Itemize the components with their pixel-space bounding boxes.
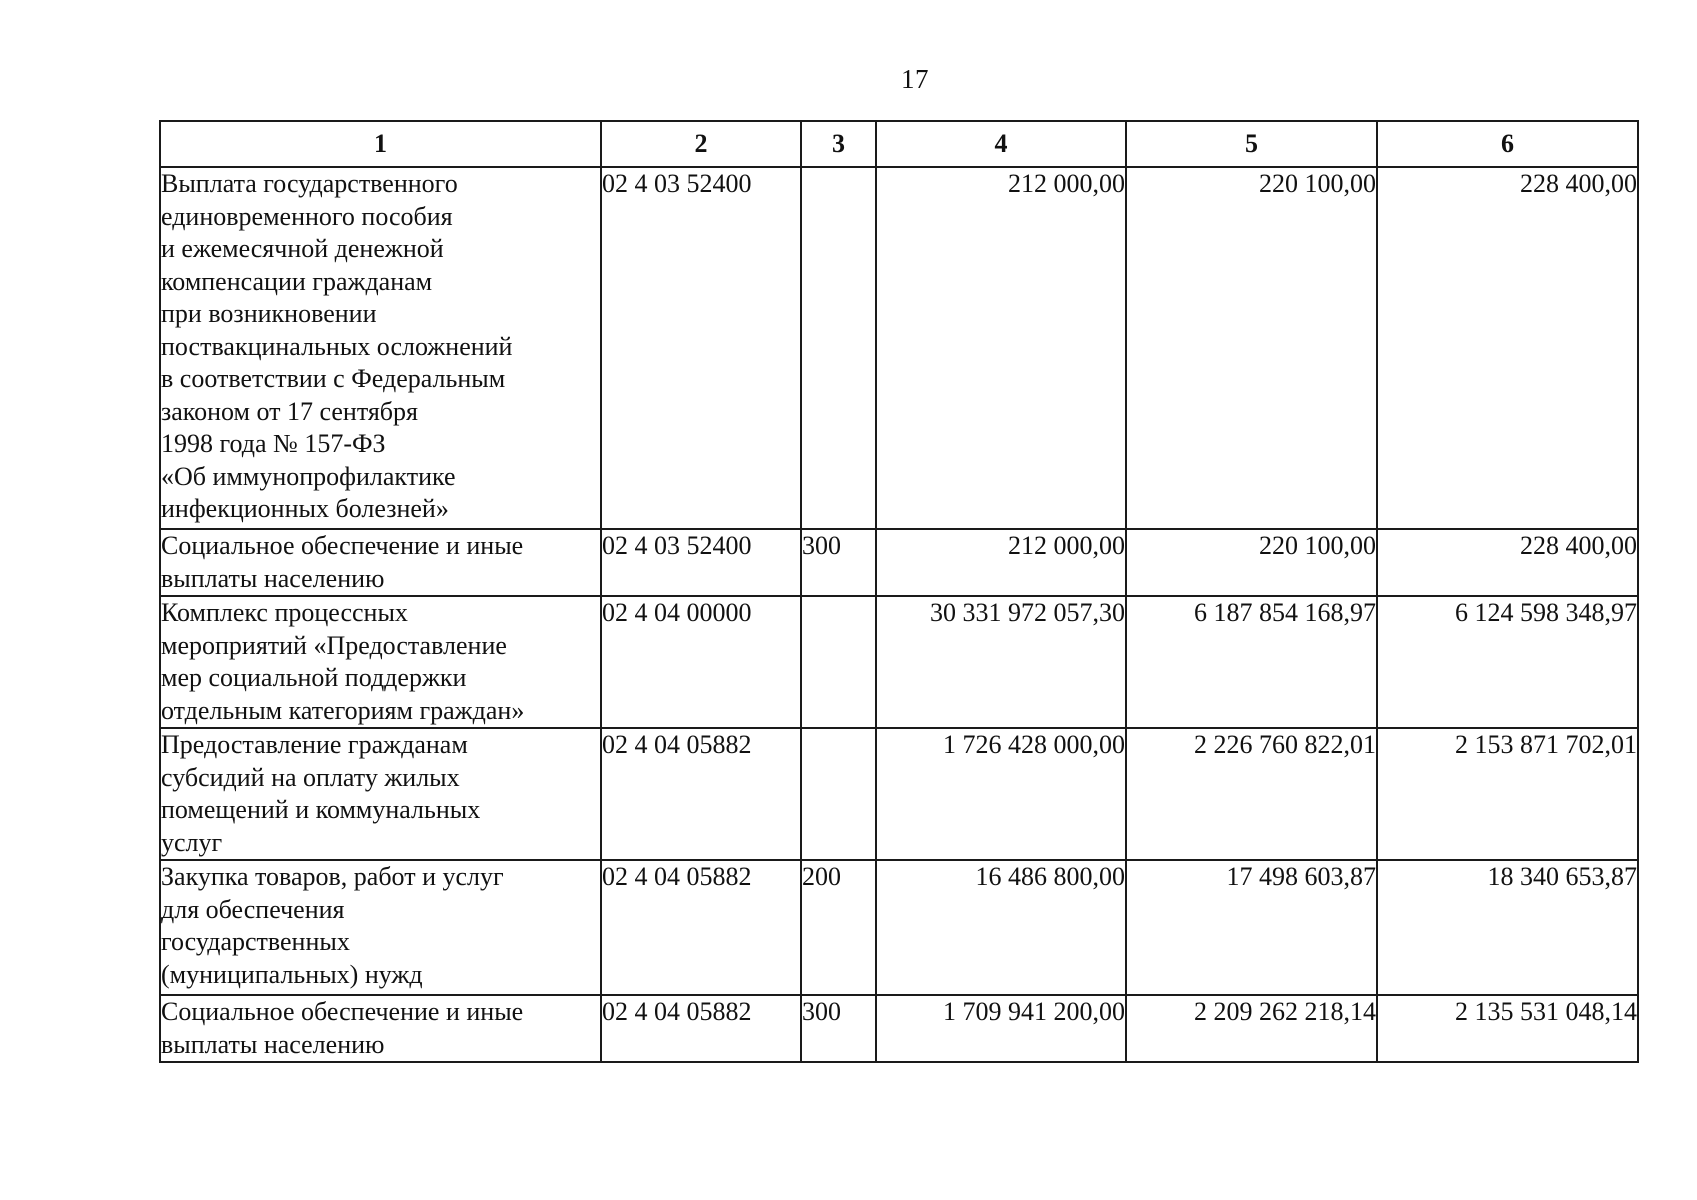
row-amount-4-cell: 212 000,00 [876,529,1126,596]
row-name-line: 1998 года № 157-ФЗ [161,429,386,458]
budget-table [159,120,1639,1063]
page-number: 17 [901,64,929,94]
row-name-line: инфекционных болезней» [161,494,449,523]
row-name-cell [160,860,601,995]
row-amount-4-cell: 1 726 428 000,00 [876,728,1126,860]
row-name-line: Закупка товаров, работ и услуг [161,862,504,891]
column-header-6: 6 [1377,121,1638,167]
table-row [160,995,1638,1062]
row-name-line: единовременного пособия [161,201,453,231]
row-expense-type-cell [801,728,876,860]
row-name-line: Предоставление гражданам [161,730,468,759]
row-name-line: государственных [161,927,350,956]
row-name-cell [160,995,601,1062]
row-amount-6-cell: 2 153 871 702,01 [1377,728,1638,860]
row-name-line: при возникновении [161,299,377,328]
row-code-cell: 02 4 04 00000 [601,596,801,728]
row-name-line: выплаты населению [161,1029,385,1059]
row-code-cell: 02 4 03 52400 [601,167,801,529]
row-amount-6-cell: 2 135 531 048,14 [1377,995,1638,1062]
row-name-line: законом от 17 сентября [161,396,418,426]
row-name-line: помещений и коммунальных [161,795,481,824]
row-name-cell [160,167,601,529]
row-name-line: мероприятий «Предоставление [161,630,507,660]
row-name-line: мер социальной поддержки [161,663,467,692]
column-header-2: 2 [601,121,801,167]
row-name-line: (муниципальных) нужд [161,959,423,989]
row-name-line: услуг [161,827,223,857]
row-code-cell: 02 4 04 05882 [601,728,801,860]
column-header-1: 1 [160,121,601,167]
row-amount-5-cell: 17 498 603,87 [1126,860,1377,995]
column-header-4: 4 [876,121,1126,167]
row-amount-4-cell: 212 000,00 [876,167,1126,529]
row-expense-type-cell: 300 [801,529,876,596]
row-expense-type-cell: 200 [801,860,876,995]
row-amount-4-cell: 16 486 800,00 [876,860,1126,995]
table-row [160,596,1638,728]
row-name-line: субсидий на оплату жилых [161,762,460,792]
row-name-line: компенсации гражданам [161,266,433,296]
row-amount-6-cell: 228 400,00 [1377,529,1638,596]
row-name-line: отдельным категориям граждан» [161,695,525,725]
row-code-cell: 02 4 04 05882 [601,995,801,1062]
row-name-line: «Об иммунопрофилактике [161,461,456,491]
row-name-line: поствакцинальных осложнений [161,331,513,361]
row-code-cell: 02 4 04 05882 [601,860,801,995]
row-name-line: в соответствии с Федеральным [161,364,506,393]
row-expense-type-cell: 300 [801,995,876,1062]
row-name-line: выплаты населению [161,563,385,593]
row-amount-5-cell: 6 187 854 168,97 [1126,596,1377,728]
row-amount-5-cell: 2 209 262 218,14 [1126,995,1377,1062]
row-amount-5-cell: 2 226 760 822,01 [1126,728,1377,860]
row-code-cell: 02 4 03 52400 [601,529,801,596]
row-expense-type-cell [801,167,876,529]
row-name-line: и ежемесячной денежной [161,234,444,263]
row-amount-5-cell: 220 100,00 [1126,167,1377,529]
table-row [160,167,1638,529]
table-row [160,860,1638,995]
row-amount-6-cell: 18 340 653,87 [1377,860,1638,995]
row-amount-6-cell: 6 124 598 348,97 [1377,596,1638,728]
row-name-cell [160,728,601,860]
row-expense-type-cell [801,596,876,728]
row-name-line: для обеспечения [161,894,345,924]
table-row [160,728,1638,860]
column-header-3: 3 [801,121,876,167]
table-row [160,529,1638,596]
row-name-line: Комплекс процессных [161,598,408,627]
row-name-line: Социальное обеспечение и иные [161,531,524,560]
row-amount-6-cell: 228 400,00 [1377,167,1638,529]
row-amount-4-cell: 1 709 941 200,00 [876,995,1126,1062]
row-amount-4-cell: 30 331 972 057,30 [876,596,1126,728]
column-header-5: 5 [1126,121,1377,167]
row-name-line: Выплата государственного [161,169,458,198]
row-name-cell [160,529,601,596]
row-name-line: Социальное обеспечение и иные [161,997,524,1026]
row-amount-5-cell: 220 100,00 [1126,529,1377,596]
row-name-cell [160,596,601,728]
table-header-row [160,121,1638,167]
